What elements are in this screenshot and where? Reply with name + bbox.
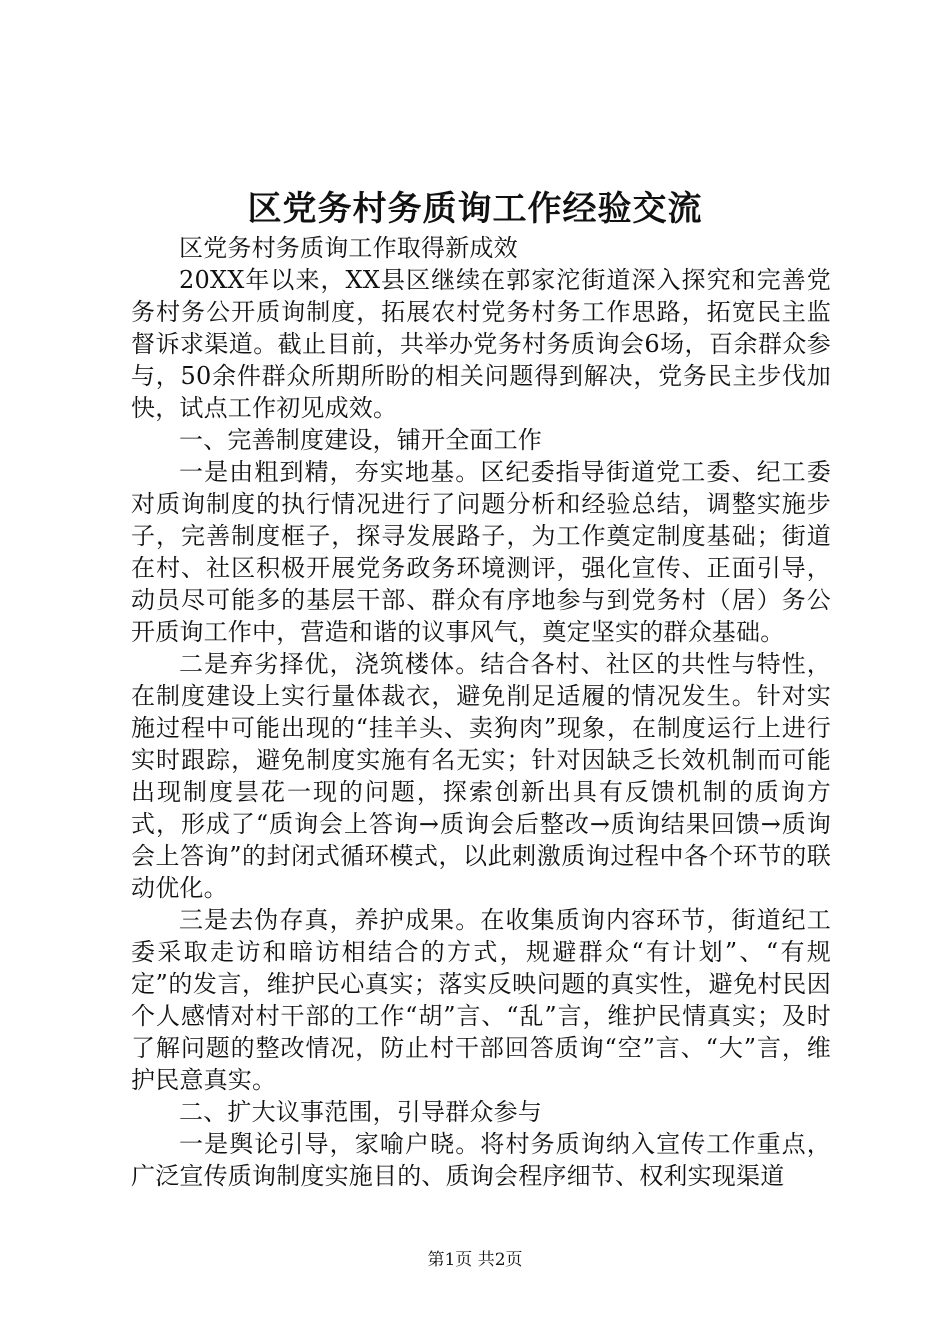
document-body: [131, 232, 831, 1192]
body-paragraph: 一是舆论引导，家喻户晓。将村务质询纳入宣传工作重点，广泛宣传质询制度实施目的、质询会程序细节、权利实现渠道: [131, 1130, 831, 1190]
subtitle-paragraph: 区党务村务质询工作取得新成效: [179, 234, 518, 262]
body-paragraph: 一是由粗到精，夯实地基。区纪委指导街道党工委、纪工委对质询制度的执行情况进行了问题分析和经验总结，调整实施步子，完善制度框子，探寻发展路子，为工作奠定制度基础；街道在村、社区积极开展党务政务环境测评，强化宣传、正面引导，动员尽可能多的基层干部、群众有序地参与到党务村（居）务公开质询工作中，营造和谐的议事风气，奠定坚实的群众基础。: [131, 458, 831, 646]
section-heading: 二、扩大议事范围，引导群众参与: [179, 1098, 542, 1126]
body-paragraph: 二是弃劣择优，浇筑楼体。结合各村、社区的共性与特性，在制度建设上实行量体裁衣，避免削足适履的情况发生。针对实施过程中可能出现的“挂羊头、卖狗肉”现象，在制度运行上进行实时跟踪，避免制度实施有名无实；针对因缺乏长效机制而可能出现制度昙花一现的问题，探索创新出具有反馈机制的质询方式，形成了“质询会上答询→质询会后整改→质询结果回馈→质询会上答询”的封闭式循环模式，以此刺激质询过程中各个环节的联动优化。: [131, 650, 831, 902]
document-title: 区党务村务质询工作经验交流: [247, 189, 703, 229]
section-heading: 一、完善制度建设，铺开全面工作: [179, 426, 542, 454]
body-paragraph: 20XX年以来，XX县区继续在郭家沱街道深入探究和完善党务村务公开质询制度，拓展农村党务村务工作思路，拓宽民主监督诉求渠道。截止目前，共举办党务村务质询会6场，百余群众参与，50余件群众所期所盼的相关问题得到解决，党务民主步伐加快，试点工作初见成效。: [131, 266, 831, 422]
page-number-footer: 第1页 共2页: [427, 1250, 523, 1270]
body-paragraph: 三是去伪存真，养护成果。在收集质询内容环节，街道纪工委采取走访和暗访相结合的方式，规避群众“有计划”、“有规定”的发言，维护民心真实；落实反映问题的真实性，避免村民因个人感情对村干部的工作“胡”言、“乱”言，维护民情真实；及时了解问题的整改情况，防止村干部回答质询“空”言、“大”言，维护民意真实。: [131, 906, 831, 1094]
